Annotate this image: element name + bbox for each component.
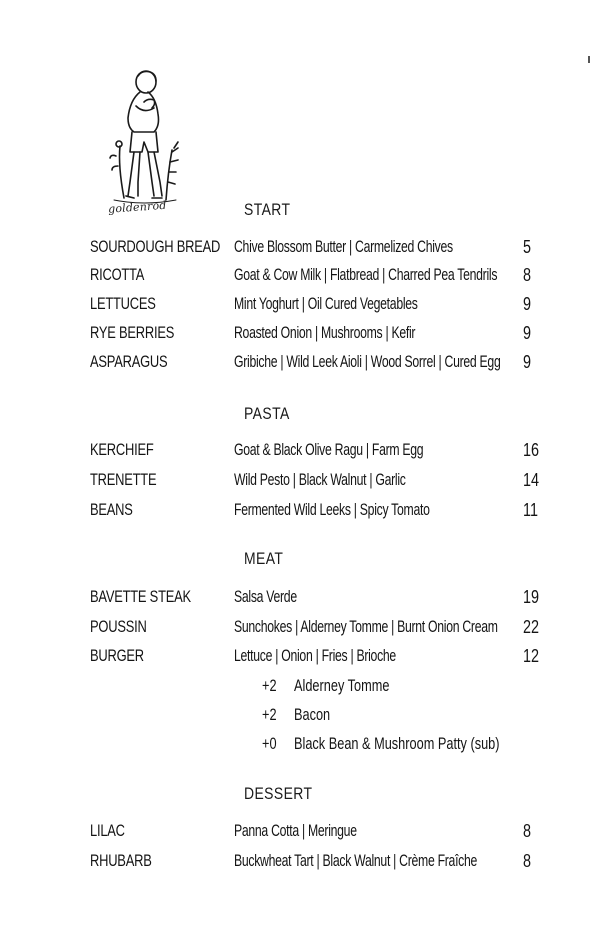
burger-addon-bacon xyxy=(262,705,331,731)
item-name: LILAC xyxy=(90,821,125,840)
item-description: Roasted Onion | Mushrooms | Kefir xyxy=(234,323,416,342)
section-title-dessert: DESSERT xyxy=(244,784,313,803)
item-description: Goat & Cow Milk | Flatbread | Charred Pea Tendrils xyxy=(234,265,498,284)
item-description: Goat & Black Olive Ragu | Farm Egg xyxy=(234,440,424,459)
item-name: RICOTTA xyxy=(90,265,145,284)
item-name: RYE BERRIES xyxy=(90,323,175,342)
item-name: LETTUCES xyxy=(90,294,156,313)
menu-item-asparagus xyxy=(0,352,615,380)
menu-item-sourdough-bread xyxy=(0,237,615,265)
item-price: 14 xyxy=(523,470,540,490)
edge-mark xyxy=(588,56,590,63)
section-title-start: START xyxy=(244,200,291,219)
item-price: 8 xyxy=(523,265,532,285)
menu-item-rye-berries xyxy=(0,323,615,351)
section-title-meat: MEAT xyxy=(244,549,284,568)
addon-label: Alderney Tomme xyxy=(294,676,390,695)
addon-label: Bacon xyxy=(294,705,331,724)
item-name: POUSSIN xyxy=(90,617,147,636)
item-description: Panna Cotta | Meringue xyxy=(234,821,357,840)
item-description: Fermented Wild Leeks | Spicy Tomato xyxy=(234,500,430,519)
item-description: Gribiche | Wild Leek Aioli | Wood Sorrel | Cured Egg xyxy=(234,352,501,371)
addon-price: +2 xyxy=(262,705,277,724)
item-price: 9 xyxy=(523,323,532,343)
item-description: Buckwheat Tart | Black Walnut | Crème Fraîche xyxy=(234,851,478,870)
section-title-pasta: PASTA xyxy=(244,404,290,423)
burger-addon-bean-patty xyxy=(262,734,500,760)
addon-price: +0 xyxy=(262,734,277,753)
logo-wordmark: goldenrod xyxy=(107,198,167,216)
item-description: Mint Yoghurt | Oil Cured Vegetables xyxy=(234,294,418,313)
menu-item-kerchief xyxy=(0,440,615,468)
item-name: SOURDOUGH BREAD xyxy=(90,237,221,256)
menu-item-trenette xyxy=(0,470,615,498)
menu-item-bavette-steak xyxy=(0,587,615,615)
item-price: 12 xyxy=(523,646,540,666)
item-name: TRENETTE xyxy=(90,470,157,489)
menu-item-burger xyxy=(0,646,615,674)
menu-item-lettuces xyxy=(0,294,615,322)
item-description: Salsa Verde xyxy=(234,587,297,606)
item-description: Wild Pesto | Black Walnut | Garlic xyxy=(234,470,406,489)
item-price: 9 xyxy=(523,352,532,372)
item-name: BURGER xyxy=(90,646,144,665)
item-price: 11 xyxy=(523,500,538,520)
item-price: 8 xyxy=(523,851,532,871)
item-price: 5 xyxy=(523,237,532,257)
menu-item-beans xyxy=(0,500,615,528)
item-description: Lettuce | Onion | Fries | Brioche xyxy=(234,646,396,665)
item-price: 8 xyxy=(523,821,532,841)
item-price: 19 xyxy=(523,587,540,607)
addon-price: +2 xyxy=(262,676,277,695)
burger-addon-alderney-tomme xyxy=(262,676,390,702)
item-description: Chive Blossom Butter | Carmelized Chives xyxy=(234,237,453,256)
item-description: Sunchokes | Alderney Tomme | Burnt Onion Cream xyxy=(234,617,498,636)
addon-label: Black Bean & Mushroom Patty (sub) xyxy=(294,734,500,753)
item-name: BAVETTE STEAK xyxy=(90,587,191,606)
item-name: KERCHIEF xyxy=(90,440,154,459)
menu-item-lilac xyxy=(0,821,615,849)
item-name: BEANS xyxy=(90,500,133,519)
menu-item-poussin xyxy=(0,617,615,645)
menu-item-rhubarb xyxy=(0,851,615,879)
item-price: 9 xyxy=(523,294,532,314)
item-name: RHUBARB xyxy=(90,851,152,870)
item-price: 22 xyxy=(523,617,540,637)
item-price: 16 xyxy=(523,440,540,460)
item-name: ASPARAGUS xyxy=(90,352,168,371)
menu-item-ricotta xyxy=(0,265,615,293)
